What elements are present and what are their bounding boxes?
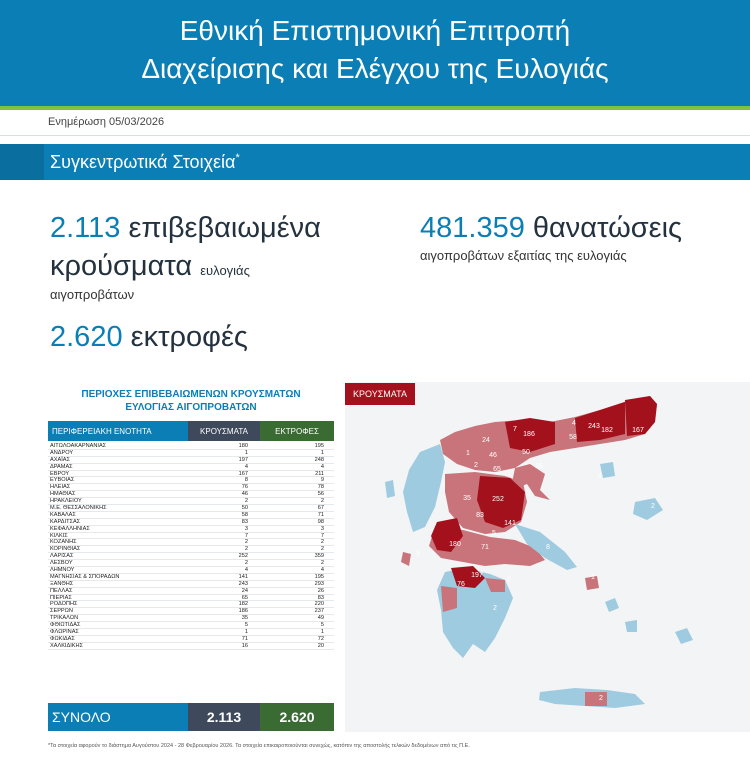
table-row (48, 608, 334, 615)
table-cell-cases: 197 (238, 456, 248, 463)
table-cell-unit: ΚΕΦΑΛΛΗΝΙΑΣ (50, 525, 90, 532)
table-cell-farms: 248 (314, 456, 324, 463)
table-cell-cases: 141 (238, 573, 248, 580)
table-cell-unit: ΣΕΡΡΩΝ (50, 608, 73, 615)
table-cell-unit: ΛΕΣΒΟΥ (50, 560, 73, 567)
map-label: 50 (522, 449, 530, 456)
farms-number: 2.620 (50, 321, 123, 353)
header-title-line-1: Εθνική Επιστημονική Επιτροπή (179, 15, 571, 46)
table-cell-farms: 211 (315, 470, 324, 477)
table-row (48, 457, 334, 464)
map-label: 16 (535, 463, 543, 470)
table-row (48, 546, 334, 553)
table-cell-farms: 195 (314, 443, 324, 449)
map-label: 2 (651, 503, 655, 510)
table-cell-unit: ΗΜΑΘΙΑΣ (50, 491, 76, 498)
farms-label: εκτροφές (130, 321, 248, 353)
table-cell-cases: 16 (241, 642, 248, 649)
cases-number: 2.113 (50, 212, 121, 244)
table-cell-unit: ΤΡΙΚΑΛΩΝ (50, 615, 79, 622)
table-rows (48, 443, 334, 650)
ileia-region (441, 586, 457, 612)
table-cell-unit: ΗΡΑΚΛΕΙΟΥ (50, 498, 82, 505)
culls-number: 481.359 (420, 212, 525, 244)
table-cell-cases: 65 (241, 594, 248, 601)
map-legend-tag: ΚΡΟΥΣΜΑΤΑ (345, 383, 415, 405)
table-cell-farms: 3 (320, 525, 324, 532)
table-cell-unit: ΛΗΜΝΟΥ (50, 567, 75, 574)
lesvos-island (633, 498, 663, 520)
table-cell-cases: 1 (244, 629, 248, 636)
table-cell-cases: 50 (241, 505, 248, 512)
map-label: 4 (572, 420, 576, 427)
table-cell-cases: 7 (244, 532, 248, 539)
map-label: 2 (474, 462, 478, 469)
table-cell-farms: 67 (317, 505, 324, 512)
table-title (48, 388, 334, 414)
table-cell-farms: 78 (317, 484, 324, 491)
table-cell-cases: 83 (241, 518, 248, 525)
table-cell-farms: 4 (320, 567, 324, 574)
total-farms: 2.620 (260, 703, 334, 731)
table-cell-farms: 2 (320, 539, 324, 546)
irakleio-region (585, 692, 607, 706)
greece-map (345, 382, 750, 732)
table-cell-farms: 83 (317, 594, 324, 601)
table-cell-unit: ΑΙΤΩΛΟΑΚΑΡΝΑΝΙΑΣ (50, 443, 107, 449)
table-cell-cases: 8 (244, 477, 248, 484)
map-label: 46 (489, 452, 497, 459)
map-label: 8 (546, 544, 550, 551)
table-cell-unit: ΚΙΛΚΙΣ (50, 532, 68, 539)
table-cell-farms: 4 (320, 463, 324, 470)
total-cases: 2.113 (188, 703, 260, 731)
table-cell-unit: ΕΒΡΟΥ (50, 470, 70, 477)
table-header (48, 421, 334, 441)
table-cell-cases: 186 (238, 608, 248, 615)
map-label: 180 (449, 541, 461, 548)
table-cell-cases: 24 (241, 587, 248, 594)
table-cell-unit: ΔΡΑΜΑΣ (50, 463, 73, 470)
epirus-region (403, 444, 445, 532)
table-row (48, 519, 334, 526)
table-cell-cases: 3 (244, 525, 248, 532)
table-row (48, 622, 334, 629)
map-label: 2 (493, 605, 497, 612)
table-cell-farms: 49 (317, 615, 324, 622)
table-row (48, 471, 334, 478)
table-cell-cases: 1 (244, 449, 248, 456)
table-cell-unit: ΚΟΖΑΝΗΣ (50, 539, 77, 546)
table-cell-unit: Μ.Ε. ΘΕΣΣΑΛΟΝΙΚΗΣ (50, 505, 107, 512)
table-cell-cases: 5 (244, 622, 248, 629)
table-cell-unit: ΜΑΓΝΗΣΙΑΣ & ΣΠΟΡΑΔΩΝ (50, 573, 120, 580)
table-row (48, 533, 334, 540)
table-cell-cases: 46 (241, 491, 248, 498)
culls-label: θανατώσεις (532, 212, 682, 244)
cases-label-a: επιβεβαιωμένα (128, 212, 321, 244)
header-unit: ΠΕΡΙΦΕΡΕΙΑΚΗ ΕΝΟΤΗΤΑ (48, 421, 188, 441)
table-cell-farms: 9 (320, 477, 324, 484)
table-cell-farms: 2 (320, 546, 324, 553)
header-farms: ΕΚΤΡΟΦΕΣ (260, 421, 334, 441)
section-bar-accent (0, 144, 44, 180)
table-row (48, 450, 334, 457)
cases-stat-line2 (50, 249, 250, 288)
map-label: 83 (476, 512, 484, 519)
table-cell-unit: ΛΑΡΙΣΑΣ (50, 553, 74, 560)
table-cell-farms: 1 (320, 629, 324, 636)
culls-stat (420, 211, 682, 245)
table-cell-cases: 2 (244, 560, 248, 567)
map-label: 65 (493, 466, 501, 473)
table-cell-farms: 26 (317, 587, 324, 594)
table-cell-cases: 76 (241, 484, 248, 491)
table-cell-cases: 182 (238, 601, 248, 608)
table-row (48, 636, 334, 643)
table-cell-cases: 4 (244, 463, 248, 470)
dodecanese-island (675, 628, 693, 644)
table-row (48, 595, 334, 602)
corfu-island (385, 480, 395, 498)
map-label: 35 (463, 495, 471, 502)
table-row (48, 629, 334, 636)
footnote: *Τα στοιχεία αφορούν το διάστημα Αυγούστου 2024 - 28 Φεβρουαρίου 2026. Τα στοιχεία επικαιροποιούνται συνεχώς, κατόπιν της αποστολής τελικών δεδομένων από τις Π.Ε. (48, 743, 470, 749)
culls-sub: αιγοπροβάτων εξαιτίας της ευλογιάς (420, 248, 627, 263)
table-row (48, 574, 334, 581)
table-row (48, 498, 334, 505)
table-cell-unit: ΦΘΙΩΤΙΔΑΣ (50, 622, 81, 629)
cases-table (48, 421, 334, 650)
table-cell-farms: 237 (314, 608, 324, 615)
table-title-line-2: ΕΥΛΟΓΙΑΣ ΑΙΓΟΠΡΟΒΑΤΩΝ (125, 402, 257, 413)
map-label: 182 (601, 427, 613, 434)
table-cell-cases: 167 (238, 470, 248, 477)
table-row (48, 643, 334, 650)
table-row (48, 553, 334, 560)
cyclades-island-1 (605, 598, 619, 612)
map-label: 252 (492, 496, 504, 503)
map-label: 186 (523, 431, 535, 438)
table-cell-unit: ΚΑΒΑΛΑΣ (50, 511, 76, 518)
map-label: 58 (569, 434, 577, 441)
map-label: 76 (457, 581, 465, 588)
table-cell-farms: 2 (320, 560, 324, 567)
table-cell-unit: ΚΑΡΔΙΤΣΑΣ (50, 518, 81, 525)
table-cell-unit: ΗΛΕΙΑΣ (50, 484, 71, 491)
page-header (0, 0, 750, 106)
table-row (48, 588, 334, 595)
cases-stat (50, 211, 321, 245)
kefallinia-region (401, 552, 411, 566)
table-cell-unit: ΑΧΑΪΑΣ (50, 456, 70, 463)
table-cell-unit: ΦΛΩΡΙΝΑΣ (50, 629, 79, 636)
map-label: 2 (599, 695, 603, 702)
table-cell-farms: 1 (320, 449, 324, 456)
table-cell-farms: 5 (320, 622, 324, 629)
map-label: 197 (471, 572, 483, 579)
map-label: 2 (507, 576, 511, 583)
header-cases: ΚΡΟΥΣΜΑΤΑ (188, 421, 260, 441)
table-row (48, 615, 334, 622)
map-label: 1 (466, 450, 470, 457)
table-cell-cases: 180 (238, 443, 248, 449)
table-cell-farms: 2 (320, 498, 324, 505)
map-label: 4 (598, 473, 602, 480)
update-date: Ενημέρωση 05/03/2026 (48, 116, 165, 128)
farms-stat (50, 320, 248, 354)
table-cell-unit: ΑΝΔΡΟΥ (50, 449, 74, 456)
table-row (48, 512, 334, 519)
map-label: 5 (492, 530, 496, 537)
table-cell-cases: 2 (244, 498, 248, 505)
table-row (48, 581, 334, 588)
table-cell-farms: 220 (314, 601, 324, 608)
table-cell-farms: 71 (317, 511, 324, 518)
limnos-island (600, 462, 615, 478)
table-row (48, 567, 334, 574)
table-title-line-1: ΠΕΡΙΟΧΕΣ ΕΠΙΒΕΒΑΙΩΜΕΝΩΝ ΚΡΟΥΣΜΑΤΩΝ (81, 389, 301, 400)
table-cell-unit: ΠΙΕΡΙΑΣ (50, 594, 72, 601)
table-cell-farms: 7 (320, 532, 324, 539)
table-cell-farms: 359 (314, 553, 324, 560)
table-cell-farms: 20 (317, 642, 324, 649)
table-row (48, 443, 334, 450)
cyclades-island-2 (625, 620, 637, 632)
table-cell-unit: ΕΥΒΟΙΑΣ (50, 477, 75, 484)
table-cell-cases: 71 (241, 635, 248, 642)
cases-label-c: ευλογιάς (200, 263, 250, 278)
map-label: 71 (481, 544, 489, 551)
table-row (48, 484, 334, 491)
table-row (48, 477, 334, 484)
table-cell-cases: 35 (241, 615, 248, 622)
table-cell-unit: ΦΩΚΙΔΑΣ (50, 635, 75, 642)
section-title: Συγκεντρωτικά Στοιχεία* (50, 152, 240, 172)
table-cell-farms: 98 (317, 518, 324, 525)
table-cell-cases: 4 (244, 567, 248, 574)
table-row (48, 505, 334, 512)
table-cell-unit: ΧΑΛΚΙΔΙΚΗΣ (50, 642, 84, 649)
table-cell-unit: ΡΟΔΟΠΗΣ (50, 601, 78, 608)
table-total-row (48, 703, 334, 731)
map-label: 7 (513, 426, 517, 433)
map-label: 24 (482, 437, 490, 444)
table-row (48, 539, 334, 546)
table-row (48, 601, 334, 608)
table-cell-cases: 243 (238, 580, 248, 587)
table-cell-unit: ΞΑΝΘΗΣ (50, 580, 74, 587)
table-row (48, 560, 334, 567)
table-row (48, 464, 334, 471)
table-cell-unit: ΚΟΡΙΝΘΙΑΣ (50, 546, 81, 553)
divider (0, 135, 750, 136)
table-cell-farms: 72 (317, 635, 324, 642)
table-cell-cases: 2 (244, 546, 248, 553)
table-cell-farms: 195 (314, 573, 324, 580)
map-label: 1 (591, 574, 595, 581)
table-cell-cases: 58 (241, 511, 248, 518)
table-cell-unit: ΠΕΛΛΑΣ (50, 587, 73, 594)
cases-label-d: αιγοπροβάτων (50, 287, 135, 302)
table-cell-farms: 293 (314, 580, 324, 587)
map-label: 243 (588, 423, 600, 430)
header-accent-stripe (0, 106, 750, 110)
table-row (48, 526, 334, 533)
table-cell-farms: 56 (317, 491, 324, 498)
total-label: ΣΥΝΟΛΟ (48, 703, 188, 731)
table-cell-cases: 2 (244, 539, 248, 546)
header-title-line-2: Διαχείρισης και Ελέγχου της Ευλογιάς (141, 53, 609, 84)
table-row (48, 491, 334, 498)
table-cell-cases: 252 (238, 553, 248, 560)
cases-label-b: κρούσματα (50, 250, 193, 282)
map-label: 167 (632, 427, 644, 434)
map-label: 141 (504, 520, 516, 527)
section-bar (0, 144, 750, 180)
map-label: 3 (416, 550, 420, 557)
map-panel (345, 382, 750, 732)
